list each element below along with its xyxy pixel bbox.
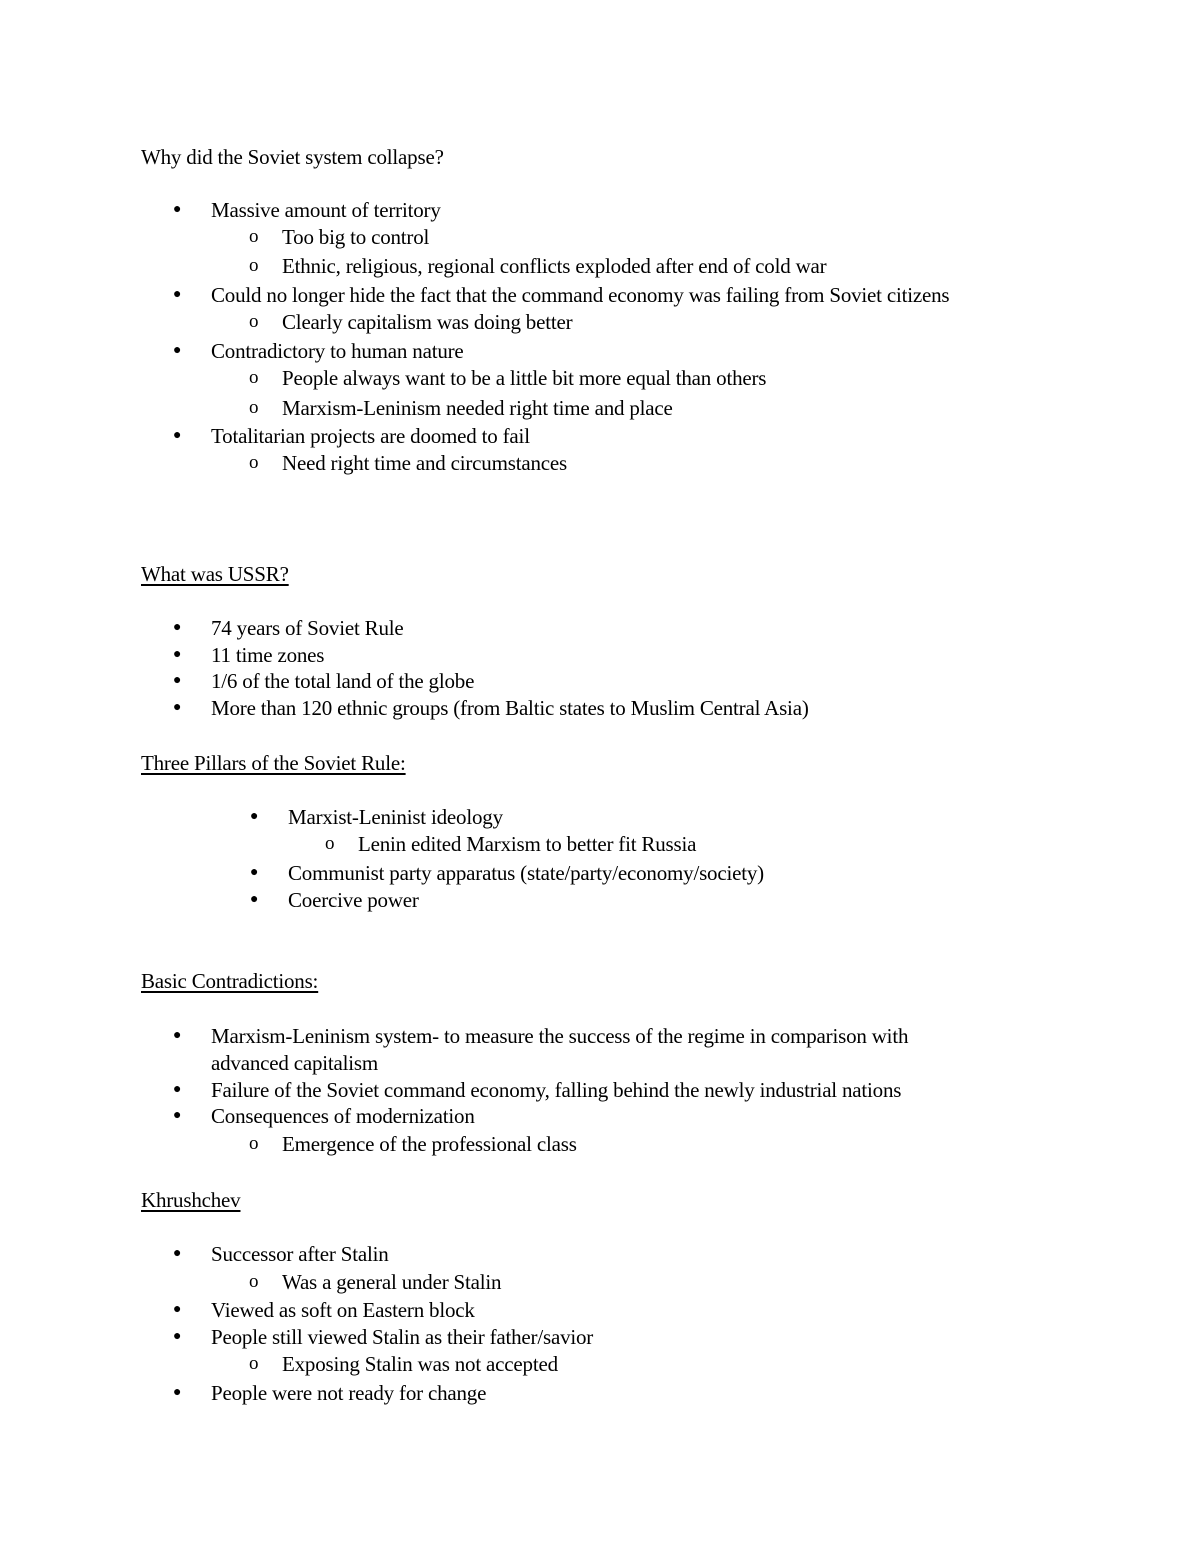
section-heading-pillars: Three Pillars of the Soviet Rule: [141, 751, 406, 775]
bullet-marker: ● [173, 428, 182, 443]
list-item: Coercive power [288, 888, 419, 912]
list-item: Communist party apparatus (state/party/economy/society) [288, 861, 764, 885]
sub-list-item: Lenin edited Marxism to better fit Russia [358, 832, 697, 856]
bullet-marker: ● [173, 647, 182, 662]
section-heading-collapse: Why did the Soviet system collapse? [141, 145, 444, 169]
sub-bullet-marker: o [325, 833, 335, 854]
section-heading-contradictions: Basic Contradictions: [141, 969, 319, 993]
bullet-marker: ● [173, 1108, 182, 1123]
list-item: Contradictory to human nature [211, 339, 464, 363]
sub-bullet-marker: o [249, 1353, 259, 1374]
list-item: Consequences of modernization [211, 1104, 475, 1128]
bullet-marker: ● [250, 892, 259, 907]
list-item: Could no longer hide the fact that the command economy was failing from Soviet citizens [211, 283, 950, 307]
bullet-marker: ● [173, 1302, 182, 1317]
bullet-marker: ● [173, 287, 182, 302]
bullet-marker: ● [173, 1385, 182, 1400]
section-heading-ussr: What was USSR? [141, 562, 289, 586]
list-item: People were not ready for change [211, 1381, 487, 1405]
list-item: Marxist-Leninist ideology [288, 805, 503, 829]
list-item: Failure of the Soviet command economy, falling behind the newly industrial nations [211, 1078, 902, 1102]
bullet-marker: ● [173, 1082, 182, 1097]
list-item: 1/6 of the total land of the globe [211, 669, 475, 693]
bullet-marker: ● [173, 1246, 182, 1261]
list-item: 11 time zones [211, 643, 325, 667]
sub-list-item: Emergence of the professional class [282, 1132, 577, 1156]
sub-list-item: Exposing Stalin was not accepted [282, 1352, 558, 1376]
sub-bullet-marker: o [249, 452, 259, 473]
list-item: People still viewed Stalin as their father/savior [211, 1325, 594, 1349]
list-item: 74 years of Soviet Rule [211, 616, 404, 640]
bullet-marker: ● [173, 343, 182, 358]
bullet-marker: ● [173, 1329, 182, 1344]
sub-bullet-marker: o [249, 367, 259, 388]
sub-list-item: Ethnic, religious, regional conflicts exploded after end of cold war [282, 254, 827, 278]
list-item: Massive amount of territory [211, 198, 441, 222]
list-item: Marxism-Leninism system- to measure the success of the regime in comparison with [211, 1024, 909, 1048]
sub-bullet-marker: o [249, 397, 259, 418]
bullet-marker: ● [173, 620, 182, 635]
sub-list-item: Clearly capitalism was doing better [282, 310, 573, 334]
sub-list-item: Marxism-Leninism needed right time and place [282, 396, 673, 420]
bullet-marker: ● [250, 865, 259, 880]
sub-list-item: Was a general under Stalin [282, 1270, 502, 1294]
sub-bullet-marker: o [249, 1271, 259, 1292]
bullet-marker: ● [173, 673, 182, 688]
list-item: More than 120 ethnic groups (from Baltic states to Muslim Central Asia) [211, 696, 809, 720]
sub-list-item: Too big to control [282, 225, 430, 249]
bullet-marker: ● [250, 809, 259, 824]
bullet-marker: ● [173, 700, 182, 715]
sub-list-item: Need right time and circumstances [282, 451, 567, 475]
bullet-marker: ● [173, 1028, 182, 1043]
sub-bullet-marker: o [249, 226, 259, 247]
sub-bullet-marker: o [249, 311, 259, 332]
list-item-continuation: advanced capitalism [211, 1051, 379, 1075]
list-item: Viewed as soft on Eastern block [211, 1298, 475, 1322]
sub-list-item: People always want to be a little bit more equal than others [282, 366, 767, 390]
section-heading-khrushchev: Khrushchev [141, 1188, 241, 1212]
sub-bullet-marker: o [249, 255, 259, 276]
list-item: Successor after Stalin [211, 1242, 389, 1266]
bullet-marker: ● [173, 202, 182, 217]
list-item: Totalitarian projects are doomed to fail [211, 424, 530, 448]
sub-bullet-marker: o [249, 1133, 259, 1154]
